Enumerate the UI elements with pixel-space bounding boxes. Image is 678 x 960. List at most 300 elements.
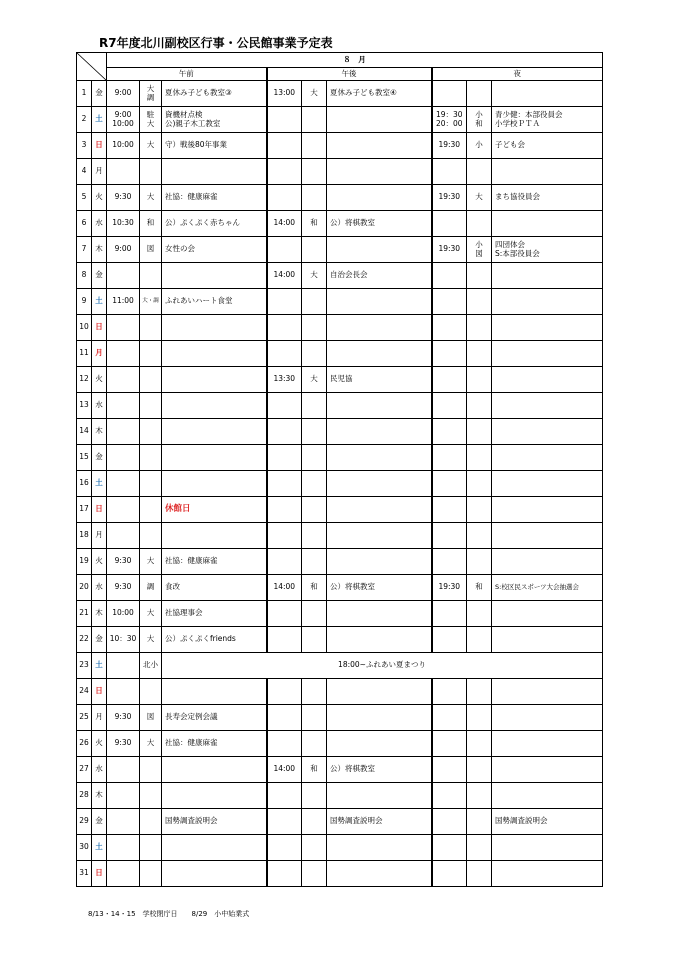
- weekday: 火: [92, 367, 107, 393]
- room-cell: 和: [140, 211, 162, 237]
- weekday: 土: [92, 653, 107, 679]
- time-cell: [267, 601, 302, 627]
- room-cell: [467, 523, 492, 549]
- room-cell: 和: [302, 575, 327, 601]
- event-cell: 公）将棋教室: [327, 757, 432, 783]
- time-cell: [107, 835, 140, 861]
- cell-line: 19：30: [435, 109, 463, 119]
- day-number: 21: [77, 601, 92, 627]
- weekday: 月: [92, 523, 107, 549]
- weekday: 水: [92, 393, 107, 419]
- event-cell: [492, 783, 603, 809]
- room-cell: 和: [467, 575, 492, 601]
- event-cell: 民児協: [327, 367, 432, 393]
- weekday: 水: [92, 757, 107, 783]
- room-cell: [302, 107, 327, 133]
- time-cell: [107, 367, 140, 393]
- cell-line: 駐: [146, 109, 155, 119]
- weekday: 月: [92, 705, 107, 731]
- cell-line: S:本部役員会: [495, 248, 540, 258]
- room-cell: [302, 835, 327, 861]
- room-cell: [302, 445, 327, 471]
- day-row: [77, 419, 603, 445]
- room-cell: [302, 237, 327, 263]
- time-cell: [107, 445, 140, 471]
- time-cell: [267, 783, 302, 809]
- event-cell: [327, 523, 432, 549]
- day-row: [77, 497, 603, 523]
- event-cell: [162, 445, 267, 471]
- event-cell: [327, 783, 432, 809]
- event-cell: [492, 523, 603, 549]
- cell-line: 四団体会: [495, 239, 525, 249]
- room-cell: 大: [467, 185, 492, 211]
- day-row: [77, 705, 603, 731]
- room-cell: 小: [467, 133, 492, 159]
- day-number: 8: [77, 263, 92, 289]
- day-row: [77, 185, 603, 211]
- day-row: [77, 315, 603, 341]
- time-cell: [267, 237, 302, 263]
- event-cell: [327, 159, 432, 185]
- day-number: 14: [77, 419, 92, 445]
- room-cell: [302, 133, 327, 159]
- time-cell: [267, 315, 302, 341]
- event-cell: [492, 549, 603, 575]
- time-cell: [267, 107, 302, 133]
- time-cell: [432, 835, 467, 861]
- time-cell: [432, 81, 467, 107]
- event-cell: [327, 861, 432, 887]
- day-number: 15: [77, 445, 92, 471]
- time-cell: [432, 783, 467, 809]
- room-cell: 図: [140, 705, 162, 731]
- event-cell: [492, 367, 603, 393]
- day-row: [77, 601, 603, 627]
- time-cell: 14:00: [267, 757, 302, 783]
- room-cell: [140, 263, 162, 289]
- time-cell: [432, 601, 467, 627]
- event-cell: 夏休み子ども教室④: [327, 81, 432, 107]
- event-cell: [492, 861, 603, 887]
- room-cell: [467, 341, 492, 367]
- day-row: [77, 523, 603, 549]
- event-cell: [492, 107, 603, 133]
- event-cell: [492, 757, 603, 783]
- day-number: 19: [77, 549, 92, 575]
- cell-line: 小: [475, 109, 483, 119]
- room-cell: [302, 471, 327, 497]
- time-cell: [432, 211, 467, 237]
- day-number: 26: [77, 731, 92, 757]
- weekday: 火: [92, 549, 107, 575]
- room-cell: 和: [302, 211, 327, 237]
- time-cell: [267, 835, 302, 861]
- weekday: 金: [92, 627, 107, 653]
- event-cell: [162, 419, 267, 445]
- event-cell: [162, 159, 267, 185]
- day-row: [77, 107, 603, 133]
- day-number: 31: [77, 861, 92, 887]
- time-cell: [432, 809, 467, 835]
- weekday: 金: [92, 445, 107, 471]
- room-cell: [302, 185, 327, 211]
- event-cell: [327, 679, 432, 705]
- event-cell: [492, 835, 603, 861]
- room-cell: [302, 679, 327, 705]
- room-cell: [467, 627, 492, 653]
- weekday: 木: [92, 601, 107, 627]
- weekday: 月: [92, 159, 107, 185]
- day-row: [77, 263, 603, 289]
- room-cell: [302, 705, 327, 731]
- day-row: [77, 653, 603, 679]
- room-cell: [467, 211, 492, 237]
- time-cell: [432, 523, 467, 549]
- event-cell: [327, 497, 432, 523]
- time-cell: [107, 809, 140, 835]
- time-cell: [432, 679, 467, 705]
- day-number: 24: [77, 679, 92, 705]
- day-number: 27: [77, 757, 92, 783]
- event-cell: 守）戦後80年事業: [162, 133, 267, 159]
- event-cell: [162, 263, 267, 289]
- room-cell: [140, 81, 162, 107]
- room-cell: 大・調: [140, 289, 162, 315]
- time-cell: [267, 497, 302, 523]
- room-cell: [140, 159, 162, 185]
- time-cell: [267, 341, 302, 367]
- time-cell: [107, 107, 140, 133]
- day-number: 11: [77, 341, 92, 367]
- room-cell: 大: [140, 627, 162, 653]
- day-number: 16: [77, 471, 92, 497]
- time-cell: [267, 289, 302, 315]
- weekday: 木: [92, 783, 107, 809]
- event-cell: 社協：健康麻雀: [162, 185, 267, 211]
- weekday: 金: [92, 81, 107, 107]
- room-cell: [302, 861, 327, 887]
- cell-line: 9:00: [114, 109, 132, 119]
- page-title: R7年度北川副校区行事・公民館事業予定表: [99, 36, 333, 50]
- room-cell: [467, 679, 492, 705]
- time-cell: 10:00: [107, 601, 140, 627]
- room-cell: [467, 81, 492, 107]
- time-cell: 14:00: [267, 575, 302, 601]
- day-row: [77, 783, 603, 809]
- time-cell: 9:00: [107, 237, 140, 263]
- time-cell: [107, 497, 140, 523]
- time-cell: 9:00: [107, 81, 140, 107]
- weekday: 火: [92, 731, 107, 757]
- event-cell: [492, 289, 603, 315]
- time-cell: 9:30: [107, 705, 140, 731]
- time-cell: 10:30: [107, 211, 140, 237]
- time-cell: [432, 861, 467, 887]
- time-cell: 14:00: [267, 263, 302, 289]
- room-cell: 和: [302, 757, 327, 783]
- weekday: 日: [92, 861, 107, 887]
- day-row: [77, 367, 603, 393]
- event-cell: [492, 705, 603, 731]
- room-cell: [467, 419, 492, 445]
- day-number: 30: [77, 835, 92, 861]
- time-cell: [432, 263, 467, 289]
- event-cell: [492, 601, 603, 627]
- event-cell: [162, 367, 267, 393]
- event-cell: 長寿会定例会議: [162, 705, 267, 731]
- event-cell: [492, 497, 603, 523]
- event-cell: [327, 289, 432, 315]
- event-cell: 食改: [162, 575, 267, 601]
- room-cell: [140, 315, 162, 341]
- room-cell: [467, 237, 492, 263]
- time-cell: [267, 861, 302, 887]
- weekday: 土: [92, 835, 107, 861]
- day-number: 4: [77, 159, 92, 185]
- room-cell: [302, 549, 327, 575]
- day-number: 22: [77, 627, 92, 653]
- time-cell: [267, 159, 302, 185]
- time-cell: [107, 263, 140, 289]
- weekday: 日: [92, 315, 107, 341]
- period-morning: 午前: [107, 68, 267, 81]
- event-cell: [327, 341, 432, 367]
- room-cell: [140, 679, 162, 705]
- room-cell: [467, 835, 492, 861]
- day-number: 13: [77, 393, 92, 419]
- time-cell: 9:30: [107, 549, 140, 575]
- event-cell: 自治会長会: [327, 263, 432, 289]
- room-cell: [467, 471, 492, 497]
- time-cell: [432, 731, 467, 757]
- day-row: [77, 133, 603, 159]
- event-cell: 女性の会: [162, 237, 267, 263]
- time-cell: 19:30: [432, 237, 467, 263]
- day-row: [77, 575, 603, 601]
- event-cell: [492, 237, 603, 263]
- time-cell: [432, 159, 467, 185]
- room-cell: [467, 107, 492, 133]
- room-cell: [302, 419, 327, 445]
- weekday: 日: [92, 497, 107, 523]
- time-cell: [107, 783, 140, 809]
- room-cell: [302, 341, 327, 367]
- time-cell: [107, 653, 140, 679]
- day-number: 6: [77, 211, 92, 237]
- room-cell: [467, 263, 492, 289]
- time-cell: [267, 627, 302, 653]
- time-cell: 19:30: [432, 133, 467, 159]
- room-cell: [467, 445, 492, 471]
- weekday: 月: [92, 341, 107, 367]
- event-cell: [162, 861, 267, 887]
- room-cell: [467, 549, 492, 575]
- room-cell: [140, 783, 162, 809]
- room-cell: [302, 289, 327, 315]
- day-row: [77, 393, 603, 419]
- time-cell: [432, 315, 467, 341]
- event-cell: [492, 627, 603, 653]
- time-cell: [107, 861, 140, 887]
- room-cell: [467, 601, 492, 627]
- cell-line: 大: [146, 83, 155, 93]
- cell-line: 調: [146, 92, 155, 102]
- event-cell: [492, 341, 603, 367]
- event-cell: [327, 731, 432, 757]
- event-cell: 公）ぷくぷくfriends: [162, 627, 267, 653]
- room-cell: [140, 523, 162, 549]
- time-cell: [432, 549, 467, 575]
- time-cell: [267, 393, 302, 419]
- room-cell: 調: [140, 575, 162, 601]
- day-number: 17: [77, 497, 92, 523]
- event-cell: [492, 445, 603, 471]
- event-cell: [327, 315, 432, 341]
- event-cell: 子ども会: [492, 133, 603, 159]
- room-cell: [467, 289, 492, 315]
- event-cell: [162, 315, 267, 341]
- event-cell: 国勢調査説明会: [327, 809, 432, 835]
- weekday: 土: [92, 471, 107, 497]
- event-cell: 社協：健康麻雀: [162, 731, 267, 757]
- period-night: 夜: [432, 68, 603, 81]
- event-cell: [327, 705, 432, 731]
- time-cell: [267, 523, 302, 549]
- event-cell: [492, 471, 603, 497]
- day-row: [77, 471, 603, 497]
- time-cell: [107, 393, 140, 419]
- time-cell: 10：30: [107, 627, 140, 653]
- room-cell: 大: [302, 263, 327, 289]
- weekday: 日: [92, 679, 107, 705]
- room-cell: [467, 783, 492, 809]
- time-cell: 19:30: [432, 575, 467, 601]
- event-cell: [162, 679, 267, 705]
- weekday: 日: [92, 133, 107, 159]
- event-cell: [162, 523, 267, 549]
- cell-line: 青少健：本部役員会: [495, 109, 563, 119]
- event-cell: [492, 159, 603, 185]
- event-cell: ふれあいハート食堂: [162, 289, 267, 315]
- time-cell: [107, 159, 140, 185]
- room-cell: 大: [140, 549, 162, 575]
- time-cell: [432, 341, 467, 367]
- time-cell: [432, 367, 467, 393]
- room-cell: [140, 809, 162, 835]
- time-cell: [267, 445, 302, 471]
- event-cell: [327, 393, 432, 419]
- room-cell: [467, 497, 492, 523]
- event-cell: [327, 445, 432, 471]
- event-cell: [492, 81, 603, 107]
- time-cell: 13:30: [267, 367, 302, 393]
- time-cell: [267, 419, 302, 445]
- event-cell: [327, 835, 432, 861]
- time-cell: 11:00: [107, 289, 140, 315]
- event-cell: [492, 315, 603, 341]
- cell-line: 資機材点検: [165, 109, 203, 119]
- weekday: 金: [92, 263, 107, 289]
- day-row: [77, 341, 603, 367]
- day-number: 2: [77, 107, 92, 133]
- weekday: 水: [92, 575, 107, 601]
- event-cell: [327, 601, 432, 627]
- corner-diagonal-cell: [77, 53, 107, 81]
- event-cell: [492, 211, 603, 237]
- weekday: 土: [92, 289, 107, 315]
- time-cell: [267, 549, 302, 575]
- event-cell: [162, 757, 267, 783]
- room-cell: [467, 705, 492, 731]
- event-cell: [492, 393, 603, 419]
- room-cell: 図: [140, 237, 162, 263]
- time-cell: 19:30: [432, 185, 467, 211]
- time-cell: [432, 471, 467, 497]
- event-cell: [162, 393, 267, 419]
- day-number: 1: [77, 81, 92, 107]
- room-cell: [302, 627, 327, 653]
- day-row: [77, 289, 603, 315]
- event-cell: [162, 471, 267, 497]
- time-cell: [432, 445, 467, 471]
- event-cell: 社協理事会: [162, 601, 267, 627]
- day-row: [77, 211, 603, 237]
- time-cell: 9:30: [107, 731, 140, 757]
- time-cell: [267, 133, 302, 159]
- time-cell: [432, 705, 467, 731]
- time-cell: 9:30: [107, 575, 140, 601]
- time-cell: [432, 393, 467, 419]
- time-cell: [432, 497, 467, 523]
- day-number: 29: [77, 809, 92, 835]
- room-cell: [140, 757, 162, 783]
- room-cell: [302, 731, 327, 757]
- room-cell: [140, 471, 162, 497]
- room-cell: [467, 315, 492, 341]
- room-cell: [467, 731, 492, 757]
- room-cell: [140, 107, 162, 133]
- time-cell: [107, 419, 140, 445]
- cell-line: 図: [475, 248, 483, 258]
- event-cell: [327, 237, 432, 263]
- room-cell: [302, 783, 327, 809]
- weekday: 火: [92, 185, 107, 211]
- time-cell: [432, 627, 467, 653]
- room-cell: [467, 393, 492, 419]
- room-cell: 大: [140, 133, 162, 159]
- event-cell: [327, 549, 432, 575]
- time-cell: [432, 107, 467, 133]
- room-cell: [140, 341, 162, 367]
- day-row: [77, 861, 603, 887]
- day-row: [77, 731, 603, 757]
- event-cell: [492, 679, 603, 705]
- time-cell: [107, 679, 140, 705]
- time-cell: 14:00: [267, 211, 302, 237]
- event-cell: [492, 419, 603, 445]
- weekday: 土: [92, 107, 107, 133]
- event-cell: [492, 731, 603, 757]
- time-cell: [432, 289, 467, 315]
- day-row: [77, 835, 603, 861]
- day-number: 7: [77, 237, 92, 263]
- cell-line: 和: [475, 118, 483, 128]
- event-cell: 国勢調査説明会: [162, 809, 267, 835]
- day-number: 25: [77, 705, 92, 731]
- day-row: [77, 445, 603, 471]
- cell-line: 小学校ＰＴＡ: [495, 118, 540, 128]
